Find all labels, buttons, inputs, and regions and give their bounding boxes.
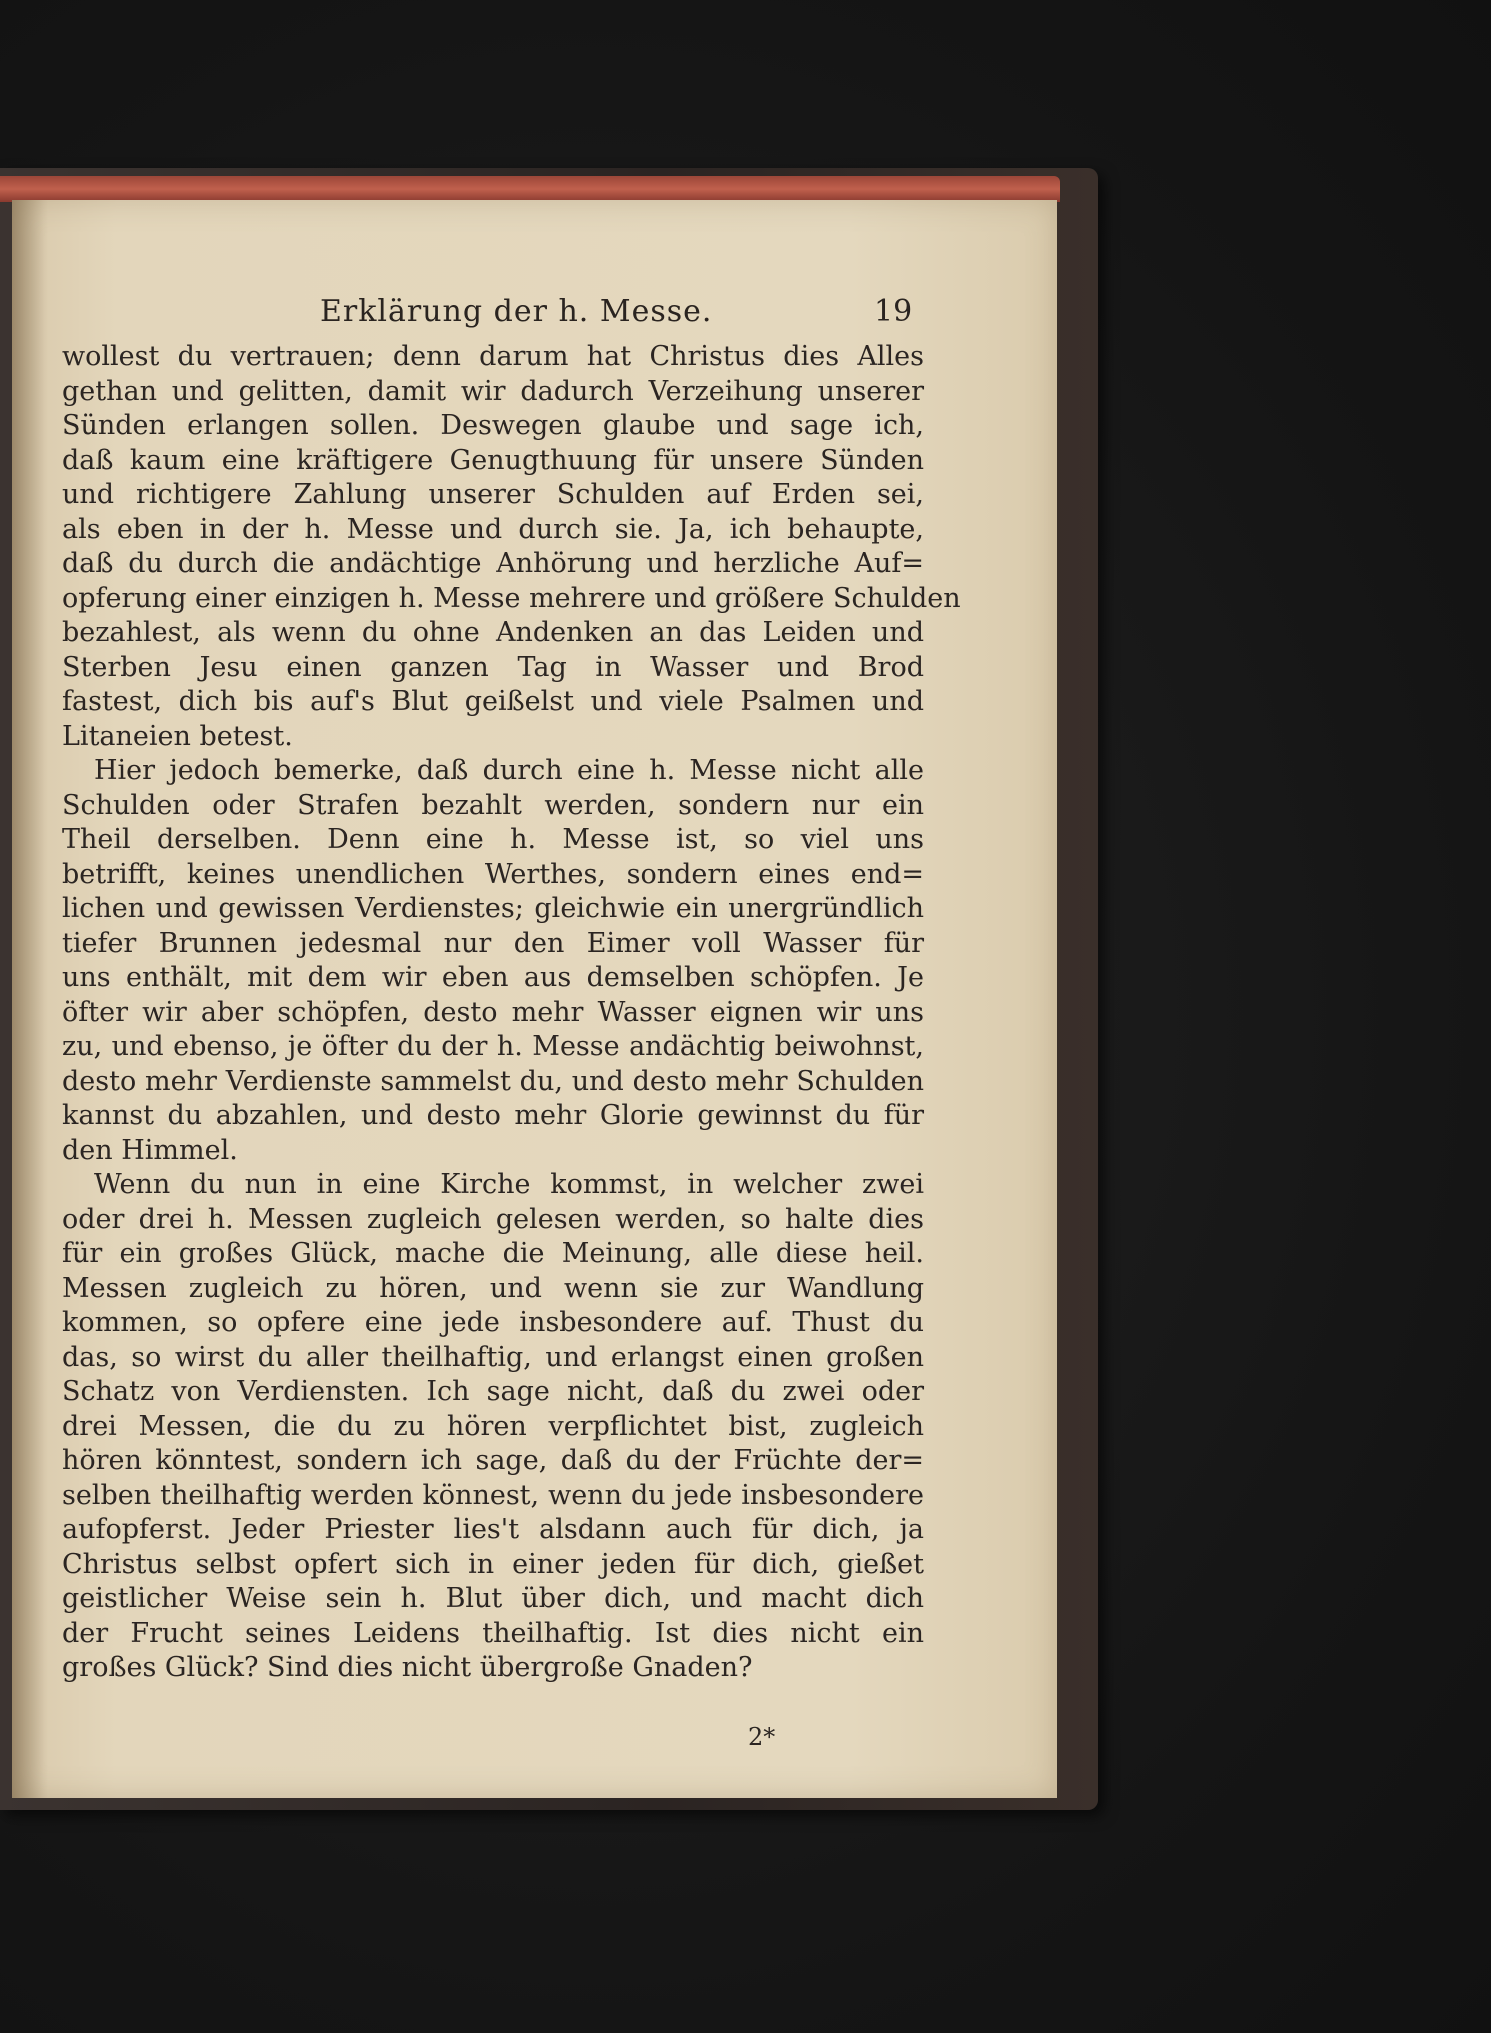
text-line: Messen zugleich zu hören, und wenn sie zur Wandlung [62,1272,924,1304]
text-line: der Frucht seines Leidens theilhaftig. Ist dies nicht ein [62,1617,924,1649]
text-line: den Himmel. [62,1134,238,1166]
text-line: Schulden oder Strafen bezahlt werden, sondern nur ein [62,789,924,821]
text-line: aufopferst. Jeder Priester lies't alsdann auch für dich, ja [62,1514,924,1545]
text-line: selben theilhaftig werden könnest, wenn du jede insbesondere [62,1479,924,1511]
text-line: Sterben Jesu einen ganzen Tag in Wasser und Brod [62,651,924,683]
text-line: desto mehr Verdienste sammelst du, und desto mehr Schulden [62,1065,924,1097]
text-line: gethan und gelitten, damit wir dadurch Verzeihung unserer [62,375,924,407]
text-line: fastest, dich bis auf's Blut geißelst und viele Psalmen und [62,686,924,717]
text-line: betrifft, keines unendlichen Werthes, sondern eines end= [62,858,924,890]
paragraph-start-line: Wenn du nun in eine Kirche kommst, in welcher zwei [94,1169,924,1200]
text-line: wollest du vertrauen; denn darum hat Christus dies Alles [62,341,924,372]
book-edge [0,176,1060,202]
text-line: und richtigere Zahlung unserer Schulden auf Erden sei, [62,479,924,510]
running-title: Erklärung der h. Messe. [320,294,713,329]
text-line: drei Messen, die du zu hören verpflichtet bist, zugleich [62,1410,924,1442]
text-line: zu, und ebenso, je öfter du der h. Messe andächtig beiwohnst, [62,1031,924,1062]
text-line: Schatz von Verdiensten. Ich sage nicht, daß du zwei oder [62,1376,924,1407]
text-line: oder drei h. Messen zugleich gelesen werden, so halte dies [62,1203,924,1235]
text-line: für ein großes Glück, mache die Meinung, alle diese heil. [62,1238,924,1269]
signature-mark: 2* [748,1723,776,1751]
text-line: als eben in der h. Messe und durch sie. Ja, ich behaupte, [62,513,924,545]
text-line: hören könntest, sondern ich sage, daß du der Früchte der= [62,1445,924,1476]
text-line: Litaneien betest. [62,720,293,752]
text-line: opferung einer einzigen h. Messe mehrere und größere Schulden [62,582,961,614]
text-line: Theil derselben. Denn eine h. Messe ist, so viel uns [62,824,924,855]
body-text [62,340,961,1686]
text-line: kommen, so opfere eine jede insbesondere auf. Thust du [62,1307,924,1338]
text-line: tiefer Brunnen jedesmal nur den Eimer voll Wasser für [62,927,924,959]
text-line: das, so wirst du aller theilhaftig, und erlangst einen großen [62,1341,924,1373]
page-gutter-shadow [12,200,48,1798]
text-line: lichen und gewissen Verdienstes; gleichwie ein unergründlich [62,893,924,924]
text-line: kannst du abzahlen, und desto mehr Glorie gewinnst du für [62,1100,924,1131]
text-line: daß du durch die andächtige Anhörung und herzliche Auf= [62,548,924,579]
text-line: öfter wir aber schöpfen, desto mehr Wasser eignen wir uns [62,996,924,1028]
paragraph-start-line: Hier jedoch bemerke, daß durch eine h. Messe nicht alle [94,755,924,786]
text-line: Sünden erlangen sollen. Deswegen glaube und sage ich, [62,410,924,441]
text-line: großes Glück? Sind dies nicht übergroße Gnaden? [62,1652,753,1683]
text-line: uns enthält, mit dem wir eben aus demselben schöpfen. Je [62,962,924,993]
page-number: 19 [874,294,913,329]
text-line: daß kaum eine kräftigere Genugthuung für unsere Sünden [62,444,924,476]
running-head [0,294,1491,334]
text-line: geistlicher Weise sein h. Blut über dich, und macht dich [62,1583,924,1614]
text-line: Christus selbst opfert sich in einer jeden für dich, gießet [62,1548,924,1580]
text-line: bezahlest, als wenn du ohne Andenken an das Leiden und [62,617,924,648]
